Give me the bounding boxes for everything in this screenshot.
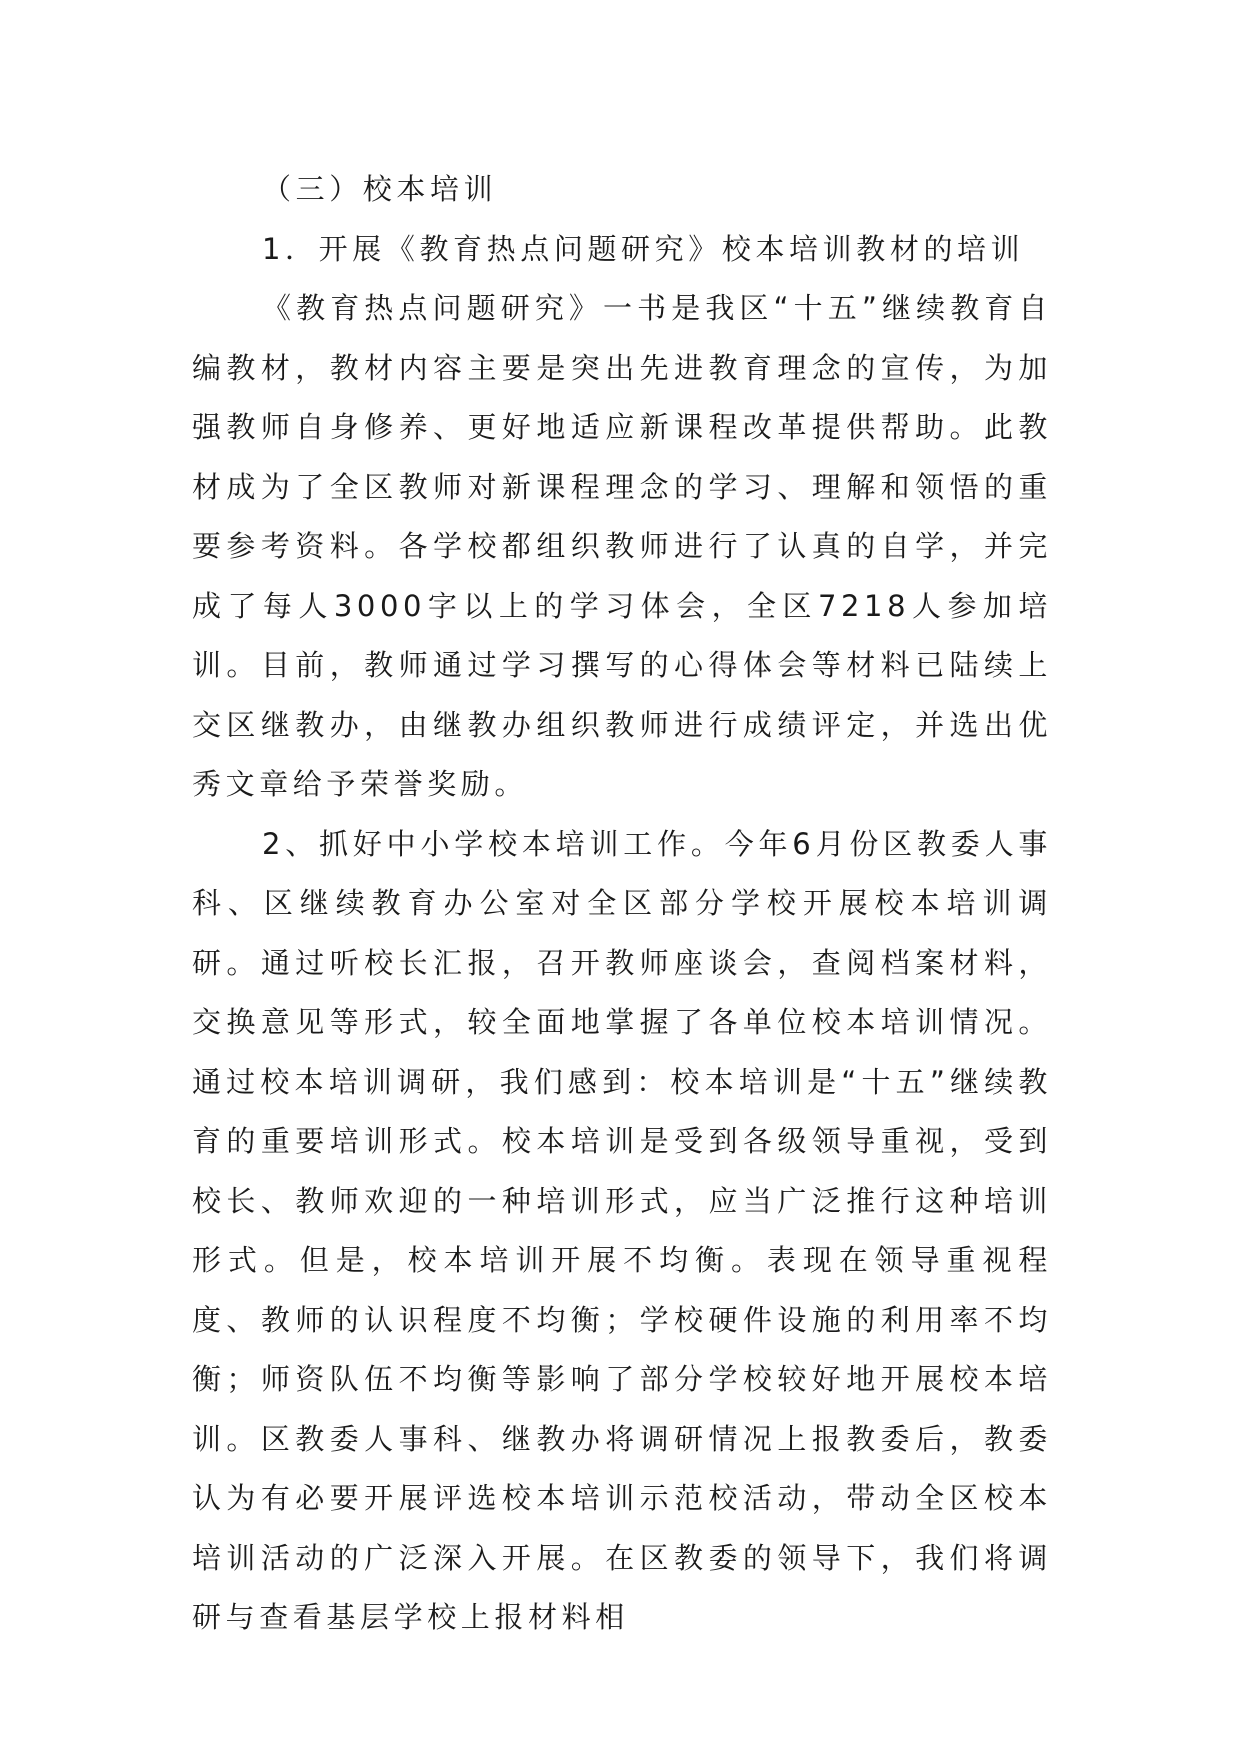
section-heading: （三）校本培训: [262, 172, 498, 206]
item-1-title: 1．开展《教育热点问题研究》校本培训教材的培训: [262, 231, 1025, 266]
item-2-paragraph: 2、抓好中小学校本培训工作。今年6月份区教委人事科、区继续教育办公室对全区部分学校开展校本培训调研。通过听校长汇报，召开教师座谈会，查阅档案材料，交换意见等形式，较全面地掌握了各单位校本培训情况。通过校本培训调研，我们感到：校本培训是“十五”继续教育的重要培训形式。校本培训是受到各级领导重视，受到校长、教师欢迎的一种培训形式，应当广泛推行这种培训形式。但是，校本培训开展不均衡。表现在领导重视程度、教师的认识程度不均衡；学校硬件设施的利用率不均衡；师资队伍不均衡等影响了部分学校较好地开展校本培训。区教委人事科、继教办将调研情况上报教委后，教委认为有必要开展评选校本培训示范校活动，带动全区校本培训活动的广泛深入开展。在区教委的领导下，我们将调研与查看基层学校上报材料相: [192, 826, 1052, 1634]
item-1-paragraph: 《教育热点问题研究》一书是我区“十五”继续教育自编教材，教材内容主要是突出先进教育理念的宣传，为加强教师自身修养、更好地适应新课程改革提供帮助。此教材成为了全区教师对新课程理念的学习、理解和领悟的重要参考资料。各学校都组织教师进行了认真的自学，并完成了每人3000字以上的学习体会，全区7218人参加培训。目前，教师通过学习撰写的心得体会等材料已陆续上交区继教办，由继教办组织教师进行成绩评定，并选出优秀文章给予荣誉奖励。: [192, 291, 1052, 801]
document-page: [192, 160, 1052, 1634]
